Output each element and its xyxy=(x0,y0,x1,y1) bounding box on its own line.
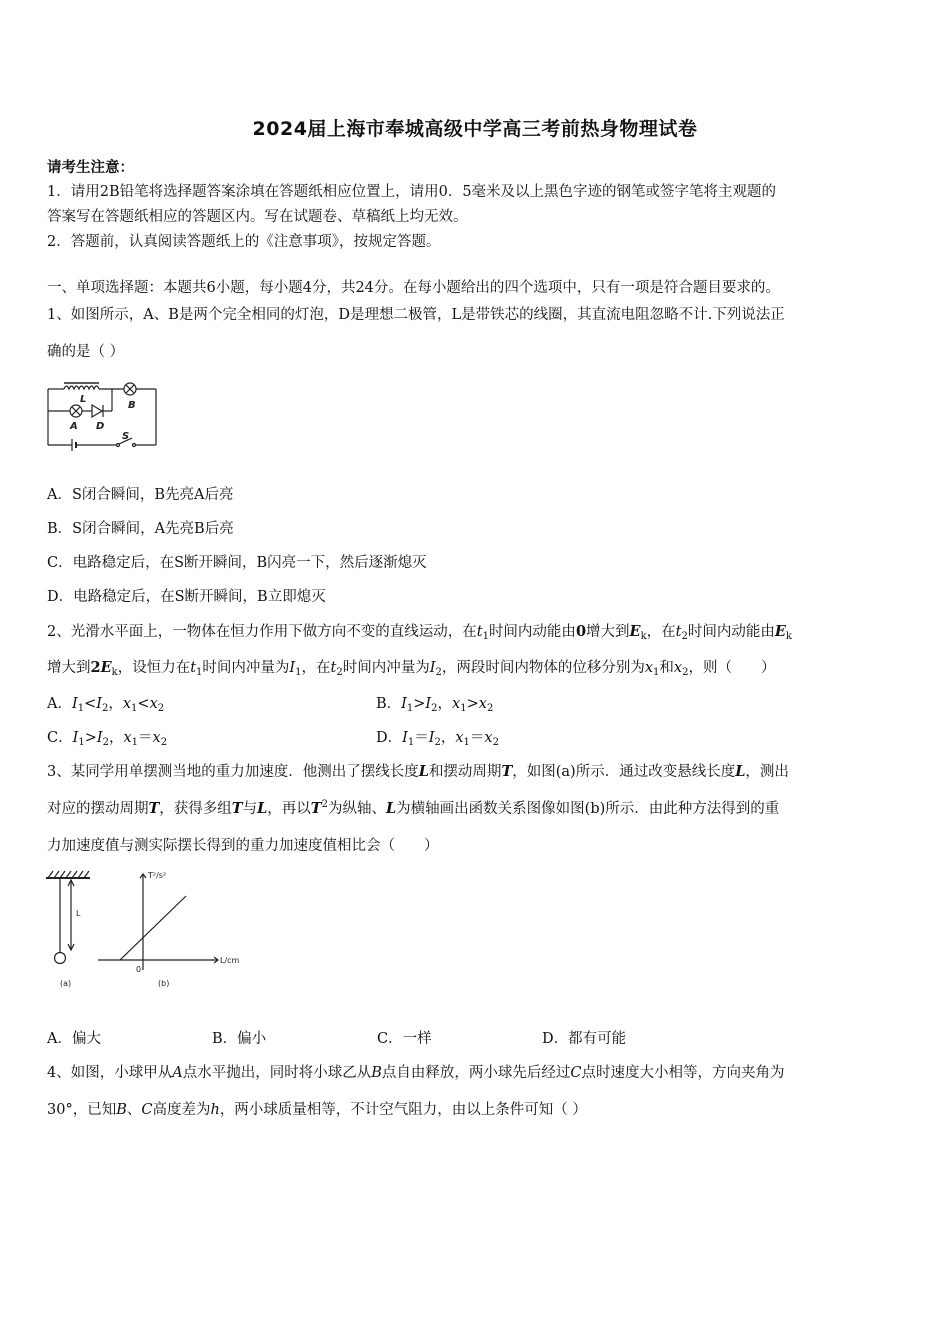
q3-option-a: A．偏大 xyxy=(47,1031,101,1047)
q2-stem-line-2: 增大到$2E_k$，设恒力在$t_1$时间内冲量为$I_1$，在$t_2$时间内冲量为$I_2$，两段时间内物体的位移分别为$x_1$和$x_2$，则（ ） xyxy=(47,659,776,678)
page-title: 2024届上海市奉城高级中学高三考前热身物理试卷 xyxy=(252,118,698,140)
fig-a-length-label: L xyxy=(76,909,81,918)
q1-stem-line-1: 1、如图所示，A、B是两个完全相同的灯泡，D是理想二极管，L是带铁芯的线圈，其直流电阻忽略不计.下列说法正 xyxy=(47,307,785,323)
q3-stem-line-2: 对应的摆动周期T，获得多组T与L，再以$T^2$为纵轴、L为横轴画出函数关系图像如图(b)所示．由此种方法得到的重 xyxy=(47,799,780,817)
q1-option-c: C．电路稳定后，在S断开瞬间，B闪亮一下，然后逐渐熄灭 xyxy=(47,555,427,571)
label-S: S xyxy=(122,431,130,442)
q2-stem-line-1: 2、光滑水平面上，一物体在恒力作用下做方向不变的直线运动，在$t_1$时间内动能由0增大到$E_k$，在$t_2$时间内动能由$E_k$ xyxy=(47,623,792,642)
notice-line-3: 2．答题前，认真阅读答题纸上的《注意事项》，按规定答题。 xyxy=(47,234,441,250)
fig-b-y-axis-label: T²/s² xyxy=(148,871,167,880)
q4-stem-line-1: 4、如图，小球甲从A点水平抛出，同时将小球乙从B点自由释放，两小球先后经过C点时速度大小相等，方向夹角为 xyxy=(47,1065,785,1081)
q2-option-d: D．$I_1=I_2$，$x_1=x_2$ xyxy=(376,730,499,748)
fig-b-x-axis-label: L/cm xyxy=(220,956,240,965)
section-heading: 一、单项选择题：本题共6小题，每小题4分，共24分。在每小题给出的四个选项中，只有一项是符合题目要求的。 xyxy=(47,280,780,296)
fig-a-caption: (a) xyxy=(60,979,72,988)
fig-b-caption: (b) xyxy=(158,979,170,988)
notice-line-2: 答案写在答题纸相应的答题区内。写在试题卷、草稿纸上均无效。 xyxy=(47,209,468,225)
q3-stem-line-3: 力加速度值与测实际摆长得到的重力加速度值相比会（ ） xyxy=(47,838,439,854)
q1-circuit-diagram xyxy=(44,375,164,455)
q1-stem-line-2: 确的是（ ） xyxy=(47,344,125,360)
notice-heading: 请考生注意： xyxy=(47,159,134,176)
q1-option-d: D．电路稳定后，在S断开瞬间，B立即熄灭 xyxy=(47,589,326,605)
q3-option-c: C．一样 xyxy=(377,1031,432,1047)
label-A: A xyxy=(70,421,78,432)
q2-option-c: C．$I_1>I_2$，$x_1=x_2$ xyxy=(47,730,168,748)
q1-option-b: B．S闭合瞬间，A先亮B后亮 xyxy=(47,521,234,537)
q1-option-a: A．S闭合瞬间，B先亮A后亮 xyxy=(47,487,234,503)
q3-option-d: D．都有可能 xyxy=(542,1031,627,1047)
q2-option-a: A．$I_1<I_2$，$x_1<x_2$ xyxy=(47,696,165,714)
q3-pendulum-figure xyxy=(40,866,250,994)
q3-option-b: B．偏小 xyxy=(212,1031,267,1047)
label-D: D xyxy=(96,421,105,432)
q2-option-b: B．$I_1>I_2$，$x_1>x_2$ xyxy=(376,696,494,714)
fig-b-origin-label: 0 xyxy=(136,965,142,974)
notice-line-1: 1．请用2B铅笔将选择题答案涂填在答题纸相应位置上，请用0．5毫米及以上黑色字迹的钢笔或签字笔将主观题的 xyxy=(47,184,777,200)
label-B: B xyxy=(128,400,136,411)
q4-stem-line-2: 30°，已知B、C高度差为h，两小球质量相等，不计空气阻力，由以上条件可知（ ） xyxy=(47,1102,587,1118)
label-L: L xyxy=(80,394,87,405)
q3-stem-line-1: 3、某同学用单摆测当地的重力加速度．他测出了摆线长度L和摆动周期T，如图(a)所示．通过改变悬线长度L，测出 xyxy=(47,763,789,780)
